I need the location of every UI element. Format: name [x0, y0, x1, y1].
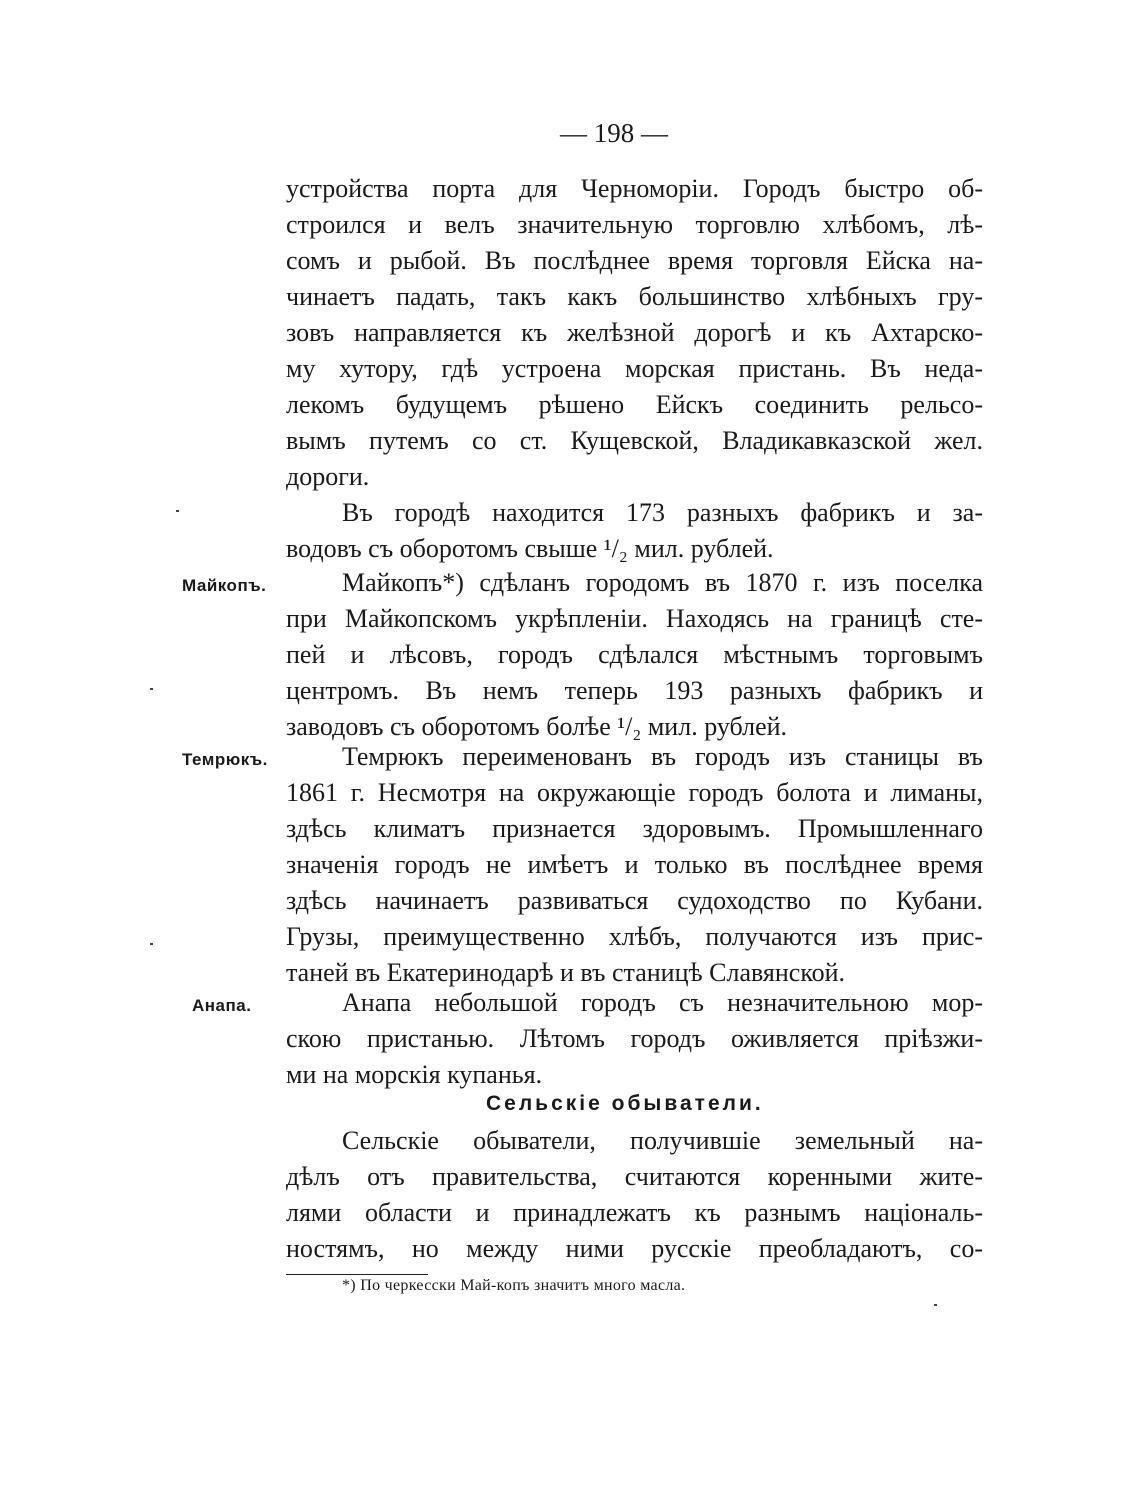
footnote-rule [286, 1274, 428, 1275]
text-line: дѣлъ отъ правительства, считаются коренными жите- [286, 1162, 983, 1191]
page-number: — 198 — [560, 118, 668, 148]
text-line: таней въ Екатеринодарѣ и въ станицѣ Славянской. [286, 958, 846, 987]
text-line: водовъ съ оборотомъ свыше ¹/₂ мил. рублей. [286, 534, 774, 563]
text-line: му хутору, гдѣ устроена морская пристань. Въ неда- [286, 354, 983, 383]
text-line: здѣсь начинаетъ развиваться судоходство по Кубани. [286, 886, 983, 915]
text-line: Анапа небольшой городъ съ незначительною мор- [342, 988, 983, 1017]
scan-speck [150, 688, 153, 690]
text-line: устройства порта для Черноморіи. Городъ быстро об- [286, 174, 983, 203]
text-line: Темрюкъ переименованъ въ городъ изъ станицы въ [342, 742, 983, 771]
text-line: лями области и принадлежатъ къ разнымъ національ- [286, 1198, 983, 1227]
text-line: заводовъ съ оборотомъ болѣе ¹/₂ мил. рублей. [286, 712, 788, 741]
text-line: скою пристанью. Лѣтомъ городъ оживляется пріѣзжи- [286, 1024, 983, 1053]
text-line: центромъ. Въ немъ теперь 193 разныхъ фабрикъ и [286, 676, 983, 705]
text-line: Грузы, преимущественно хлѣбъ, получаются изъ прис- [286, 922, 983, 951]
text-line: значенія городъ не имѣетъ и только въ послѣднее время [286, 850, 983, 879]
text-line: ми на морскія купанья. [286, 1060, 543, 1089]
text-line: здѣсь климатъ признается здоровымъ. Промышленнаго [286, 814, 983, 843]
scan-speck [176, 510, 179, 512]
text-line: вымъ путемъ со ст. Кущевской, Владикавказской жел. [286, 426, 983, 455]
text-line: пей и лѣсовъ, городъ сдѣлался мѣстнымъ торговымъ [286, 640, 983, 669]
margin-note-anapa: Анапа. [192, 996, 252, 1015]
text-line: сомъ и рыбой. Въ послѣднее время торговля Ейска на- [286, 246, 983, 275]
text-line: при Майкопскомъ укрѣпленіи. Находясь на границѣ сте- [286, 604, 983, 633]
margin-note-temryuk: Темрюкъ. [182, 750, 268, 769]
text-line: зовъ направляется къ желѣзной дорогѣ и къ Ахтарско- [286, 318, 983, 347]
text-line: Въ городѣ находится 173 разныхъ фабрикъ и за- [342, 498, 983, 527]
text-line: Майкопъ*) сдѣланъ городомъ въ 1870 г. изъ поселка [342, 568, 983, 597]
section-heading: Сельскіе обыватели. [486, 1092, 764, 1115]
scan-speck [934, 1304, 937, 1306]
scan-speck [150, 943, 153, 945]
text-line: 1861 г. Несмотря на окружающіе городъ болота и лиманы, [286, 778, 983, 807]
text-line: строился и велъ значительную торговлю хлѣбомъ, лѣ- [286, 210, 983, 239]
footnote: *) По черкесски Май-копъ значитъ много масла. [342, 1277, 686, 1294]
margin-note-maikop: Майкопъ. [182, 576, 267, 595]
text-line: Сельскіе обыватели, получившіе земельный на- [342, 1126, 983, 1155]
text-line: ностямъ, но между ними русскіе преобладаютъ, со- [286, 1234, 983, 1263]
text-line: чинаетъ падать, такъ какъ большинство хлѣбныхъ гру- [286, 282, 983, 311]
text-line: лекомъ будущемъ рѣшено Ейскъ соединить рельсо- [286, 390, 983, 419]
text-line: дороги. [286, 462, 370, 491]
